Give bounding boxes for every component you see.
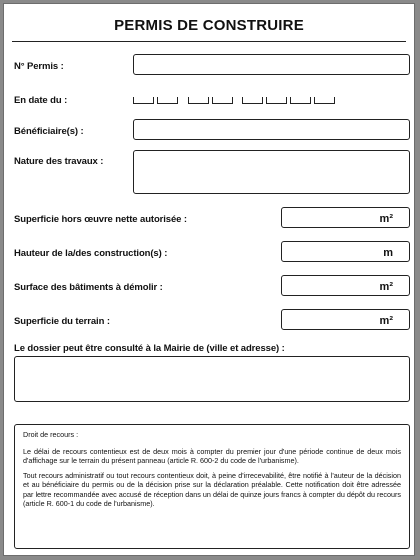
permis-field[interactable] [133, 54, 410, 75]
unit-m2: m² [379, 281, 393, 293]
dossier-field[interactable] [14, 356, 410, 402]
beneficiaires-field[interactable] [133, 119, 410, 140]
recours-heading: Droit de recours : [23, 430, 79, 439]
nature-label: Nature des travaux : [14, 156, 104, 167]
date-day-box-1[interactable] [133, 97, 154, 104]
permis-panel [3, 3, 415, 556]
date-month-box-2[interactable] [212, 97, 233, 104]
date-year-box-3[interactable] [290, 97, 311, 104]
unit-m2: m² [379, 213, 393, 225]
date-year-box-4[interactable] [314, 97, 335, 104]
date-day-box-2[interactable] [157, 97, 178, 104]
surface-demolir-label: Surface des bâtiments à démolir : [14, 282, 163, 293]
recours-paragraph-2: Tout recours administratif ou tout recours contentieux doit, à peine d'irrecevabilité, être notifié à l'auteur de la décision et au bénéficiaire du permis ou de la décision prise sur la déclaration préalable. Cette notification doit être adressée par lettre recommandée avec accusé de réception dans un délai de quinze jours francs à compter du dépôt du recours (article R. 600-1 du code de l'urbanisme). [23, 470, 401, 508]
beneficiaires-label: Bénéficiaire(s) : [14, 126, 84, 137]
date-year-box-1[interactable] [242, 97, 263, 104]
superficie-hors-oeuvre-field[interactable] [281, 207, 410, 228]
date-year-box-2[interactable] [266, 97, 287, 104]
date-label: En date du : [14, 95, 68, 106]
recours-box [14, 424, 410, 549]
nature-field[interactable] [133, 150, 410, 194]
page-title: PERMIS DE CONSTRUIRE [114, 17, 304, 34]
superficie-hors-oeuvre-label: Superficie hors œuvre nette autorisée : [14, 214, 187, 225]
superficie-terrain-field[interactable] [281, 309, 410, 330]
surface-demolir-field[interactable] [281, 275, 410, 296]
title-divider [12, 41, 406, 42]
hauteur-field[interactable] [281, 241, 410, 262]
permis-label: N° Permis : [14, 61, 64, 72]
superficie-terrain-label: Superficie du terrain : [14, 316, 110, 327]
hauteur-label: Hauteur de la/des construction(s) : [14, 248, 168, 259]
dossier-label: Le dossier peut être consulté à la Mairie de (ville et adresse) : [14, 343, 285, 354]
date-month-box-1[interactable] [188, 97, 209, 104]
unit-m2: m² [379, 315, 393, 327]
recours-paragraph-1: Le délai de recours contentieux est de deux mois à compter du premier jour d'une période continue de deux mois d'affichage sur le terrain du présent panneau (article R. 600-2 du code de l'urbanisme). [23, 446, 401, 465]
unit-m: m [383, 247, 393, 259]
